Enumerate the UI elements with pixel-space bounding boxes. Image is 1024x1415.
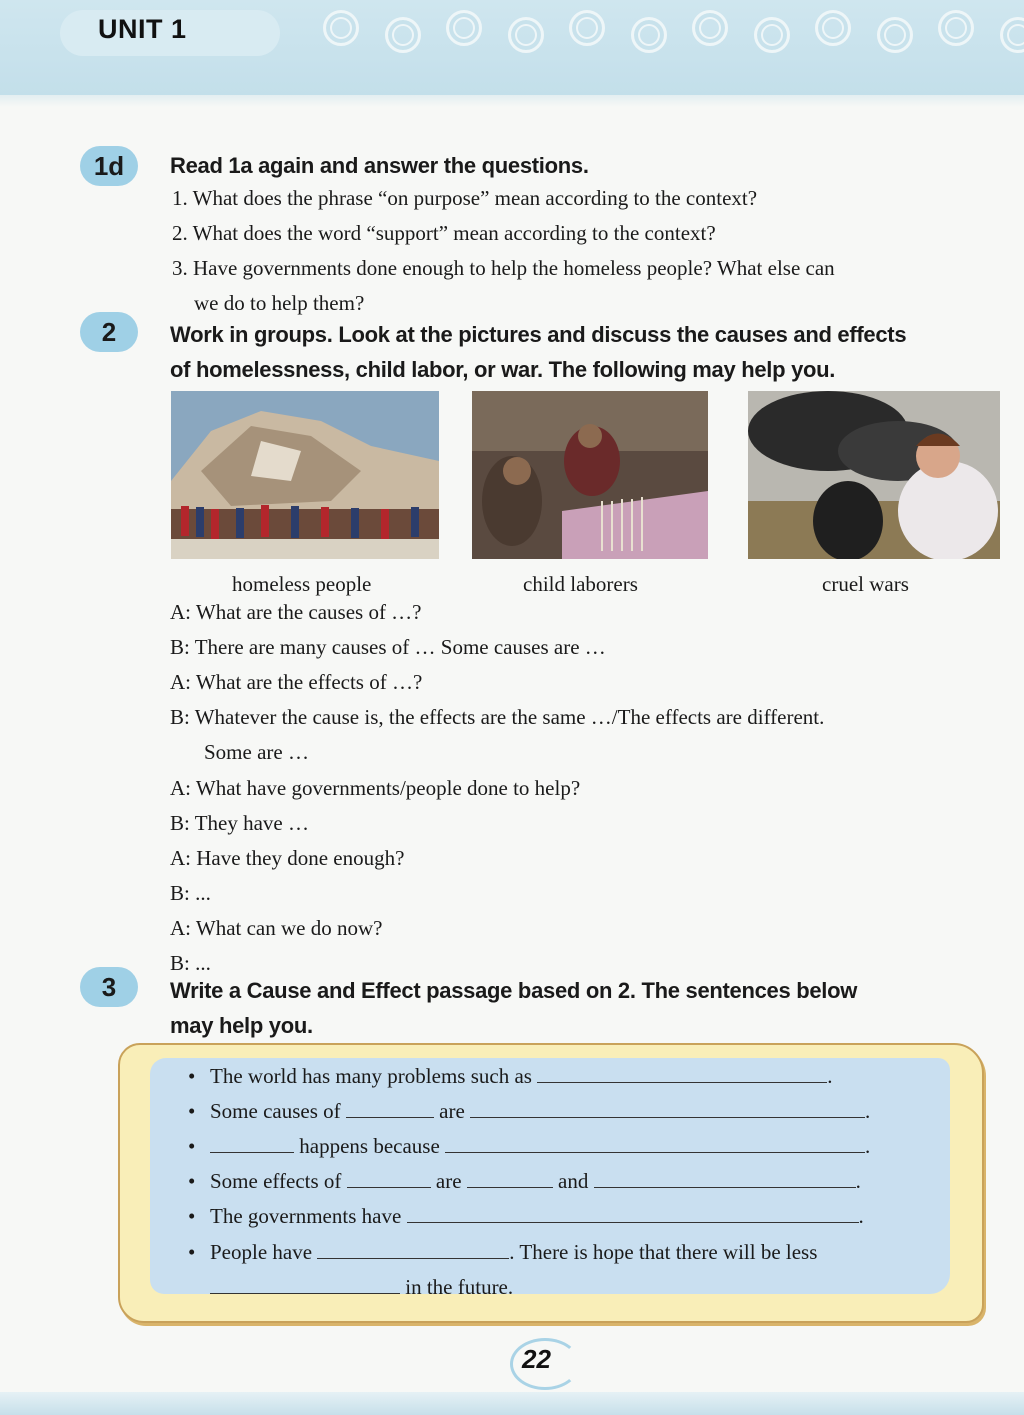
section-badge-1d: 1d (80, 146, 138, 186)
dialogue-line: B: They have … (170, 811, 310, 835)
section-3-instruction-line2: may help you. (170, 1013, 313, 1038)
question-2: 2. What does the word “support” mean according to the context? (172, 221, 716, 245)
sentence-2: • Some causes of are . (188, 1099, 871, 1123)
section-badge-3: 3 (80, 967, 138, 1007)
dialogue-line: Some are … (204, 740, 309, 764)
ring-icon (508, 17, 544, 53)
question-3: 3. Have governments done enough to help the homeless people? What else can (172, 256, 835, 280)
crying-child-smoke-photo (748, 391, 1000, 559)
section-2-instruction-line1: Work in groups. Look at the pictures and discuss the causes and effects (170, 322, 907, 347)
blank-field[interactable] (537, 1064, 827, 1083)
blank-field[interactable] (347, 1169, 431, 1188)
section-3-instruction-line1: Write a Cause and Effect passage based on 2. The sentences below (170, 978, 858, 1003)
sentence-6: • People have . There is hope that there will be less (188, 1240, 818, 1264)
question-1: 1. What does the phrase “on purpose” mean according to the context? (172, 186, 758, 210)
ring-icon (446, 10, 482, 46)
ring-icon (569, 10, 605, 46)
section-2-instruction-line2: of homelessness, child labor, or war. The following may help you. (170, 357, 836, 382)
dialogue-line: A: What are the effects of …? (170, 670, 423, 694)
page-number: 22 (522, 1344, 551, 1374)
sentence-5: • The governments have . (188, 1204, 864, 1228)
blank-field[interactable] (445, 1134, 865, 1153)
blank-field[interactable] (317, 1240, 509, 1259)
sentence-3: • happens because . (188, 1134, 871, 1158)
sentence-6-cont: in the future. (210, 1275, 513, 1300)
footer-band (0, 1392, 1024, 1415)
question-3-cont: we do to help them? (194, 291, 365, 315)
sentence-1: • The world has many problems such as . (188, 1064, 833, 1088)
blank-field[interactable] (210, 1134, 294, 1153)
blank-field[interactable] (210, 1275, 400, 1294)
caption-homeless-people: homeless people (232, 572, 372, 596)
blank-field[interactable] (470, 1099, 865, 1118)
dialogue-line: B: ... (170, 951, 211, 975)
dialogue-line: B: There are many causes of … Some causes are … (170, 635, 606, 659)
ring-icon (938, 10, 974, 46)
dialogue-line: A: What can we do now? (170, 916, 383, 940)
blank-field[interactable] (346, 1099, 434, 1118)
sentence-4: • Some effects of are and . (188, 1169, 861, 1193)
ring-icon (815, 10, 851, 46)
dialogue-line: B: ... (170, 881, 211, 905)
ring-icon (692, 10, 728, 46)
dialogue-line: B: Whatever the cause is, the effects are the same …/The effects are different. (170, 705, 825, 729)
blank-field[interactable] (594, 1169, 856, 1188)
children-working-photo (472, 391, 708, 559)
ring-icon (631, 17, 667, 53)
ring-icon (754, 17, 790, 53)
dialogue-line: A: What are the causes of …? (170, 600, 422, 624)
ring-icon (877, 17, 913, 53)
collapsed-building-crowd-photo (171, 391, 439, 559)
caption-child-laborers: child laborers (523, 572, 638, 596)
unit-title: UNIT 1 (98, 14, 187, 44)
blank-field[interactable] (467, 1169, 553, 1188)
ring-icon (385, 17, 421, 53)
section-badge-2: 2 (80, 312, 138, 352)
blank-field[interactable] (407, 1204, 859, 1223)
caption-cruel-wars: cruel wars (822, 572, 909, 596)
section-1d-instruction: Read 1a again and answer the questions. (170, 153, 589, 178)
dialogue-line: A: What have governments/people done to help? (170, 776, 581, 800)
dialogue-line: A: Have they done enough? (170, 846, 405, 870)
ring-icon (323, 10, 359, 46)
